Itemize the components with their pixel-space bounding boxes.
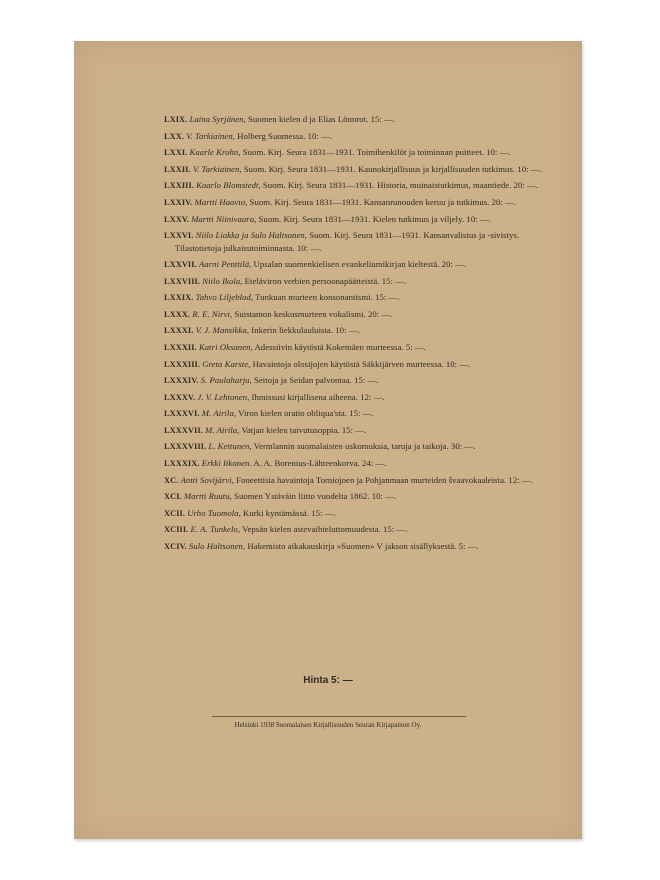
series-number: LXXXVIII. bbox=[164, 442, 207, 452]
list-item bbox=[164, 163, 556, 176]
author-name: Erkki Itkonen. bbox=[201, 458, 252, 469]
work-title-and-price: Suom. Kirj. Seura 1831—1931. Kaunokirjallisuus ja kirjallisuuden tutkimus. 10: —. bbox=[241, 163, 542, 174]
series-number: LXXXVI. bbox=[164, 409, 200, 419]
work-title-and-price: Suistamon keskusmurteen vokalismi. 20: —. bbox=[232, 308, 393, 319]
work-title-and-price: Suomen kielen d ja Elias Lönnrot. 15: —. bbox=[245, 114, 396, 124]
series-number: LXXXII. bbox=[164, 342, 197, 352]
list-item bbox=[164, 130, 556, 143]
series-number: LXXXIII. bbox=[164, 359, 201, 369]
work-title-and-price: Foneettisia havaintoja Torniojoen ja Pohjanmaan murteiden švaavokaaleista. 12: —. bbox=[233, 474, 533, 485]
series-number: LXXV. bbox=[164, 214, 189, 224]
author-name: Martti Ruutu, bbox=[183, 491, 232, 502]
list-item bbox=[164, 490, 556, 503]
author-name: R. E. Nirvi, bbox=[192, 308, 233, 319]
author-name: S. Paulaharju, bbox=[200, 375, 252, 386]
author-name: M. Airila, bbox=[205, 424, 240, 435]
series-number: LXXVII. bbox=[164, 259, 197, 269]
author-name: Aarni Penttilä, bbox=[198, 258, 252, 269]
list-item bbox=[164, 113, 556, 126]
list-item bbox=[164, 341, 556, 354]
list-item bbox=[164, 391, 556, 404]
work-title-and-price: Suom. Kirj. Seura 1831—1931. Kansanvalistus ja -sivistys. Tilastotietoja julkaisutoiminnasta. 10: —. bbox=[175, 230, 520, 254]
series-number: LXXI. bbox=[164, 148, 188, 158]
series-number: LXXIX. bbox=[164, 293, 194, 303]
author-name: Antti Sovijärvi, bbox=[180, 474, 234, 485]
author-name: L. Kettunen, bbox=[208, 441, 252, 452]
author-name: Greta Karste, bbox=[202, 358, 251, 369]
work-title-and-price: Havaintoja olosijojen käytöstä Säkkijärven murteessa. 10: —. bbox=[250, 358, 471, 369]
work-title-and-price: Vepsän kielen astevaihteluttomuudesta. 15: —. bbox=[240, 524, 408, 535]
series-number: XCIII. bbox=[164, 525, 189, 535]
list-item bbox=[164, 275, 556, 288]
author-name: Urho Tuomola, bbox=[187, 507, 241, 518]
series-number: XCII. bbox=[164, 508, 185, 518]
list-item bbox=[164, 523, 556, 536]
author-name: Martti Niinivaara, bbox=[191, 213, 257, 224]
price-text: Hinta 5: — bbox=[303, 675, 353, 686]
list-item bbox=[164, 424, 556, 437]
series-number: LXXVI. bbox=[164, 231, 194, 241]
list-item bbox=[164, 374, 556, 387]
work-title-and-price: Kurki kyntämässä. 15: —. bbox=[240, 507, 336, 518]
list-item bbox=[164, 474, 556, 487]
author-name: V. J. Mansikka, bbox=[195, 325, 250, 336]
list-item bbox=[164, 213, 556, 226]
author-name: J. V. Lehtonen, bbox=[197, 391, 250, 402]
work-title-and-price: A. A. Borenius-Lähteenkorva. 24: —. bbox=[251, 458, 387, 469]
series-number: LXXXV. bbox=[164, 392, 196, 402]
list-item bbox=[164, 324, 556, 337]
work-title-and-price: Inkerin liekkulauluista. 10: —. bbox=[249, 325, 360, 336]
series-number: LXIX. bbox=[164, 115, 188, 124]
list-item bbox=[164, 196, 556, 209]
work-title-and-price: Vermlannin suomalaisten uskomuksia, taruja ja taikoja. 30: —. bbox=[251, 441, 476, 452]
imprint-divider bbox=[212, 716, 466, 717]
list-item bbox=[164, 457, 556, 470]
list-item bbox=[164, 308, 556, 321]
series-number: LXXXIX. bbox=[164, 459, 200, 469]
work-title-and-price: Suom. Kirj. Seura 1831—1931. Kielen tutkimus ja viljely. 10: —. bbox=[256, 213, 491, 224]
list-item bbox=[164, 258, 556, 271]
list-item bbox=[164, 358, 556, 371]
list-item bbox=[164, 507, 556, 520]
list-item bbox=[164, 179, 556, 192]
series-number: LXXXIV. bbox=[164, 376, 199, 386]
author-name: Kaarle Krohn, bbox=[189, 147, 241, 158]
work-title-and-price: Suom. Kirj. Seura 1831—1931. Historia, muinaistutkimus, maantiede. 20: —. bbox=[260, 180, 539, 191]
series-number: XCIV. bbox=[164, 542, 187, 552]
author-name: Niilo Ikola, bbox=[202, 275, 243, 286]
author-name: Tahvo Liljeblad, bbox=[195, 292, 254, 303]
work-title-and-price: Hakemisto aikakauskirja »Suomen» V jakson sisällyksestä. 5: —. bbox=[245, 541, 479, 552]
author-name: Niilo Liakka ja Sulo Haltsonen, bbox=[195, 230, 307, 241]
list-item bbox=[164, 540, 556, 553]
series-number: XC. bbox=[164, 475, 179, 485]
work-title-and-price: Adessiivin käytöstä Kokemäen murteessa. 5: —. bbox=[252, 341, 426, 352]
list-item bbox=[164, 229, 556, 254]
author-name: Kaarlo Blomstedt, bbox=[196, 180, 261, 191]
work-title-and-price: Suom. Kirj. Seura 1831—1931. Kansanrunouden keruu ja tutkimus. 20: —. bbox=[247, 196, 517, 207]
series-number: LXXIII. bbox=[164, 181, 194, 191]
series-number: LXXX. bbox=[164, 309, 191, 319]
author-name: V. Tarkiainen, bbox=[192, 163, 242, 174]
work-title-and-price: Eteläviron verbien persoonapäätteistä. 15: —. bbox=[242, 275, 407, 286]
work-title-and-price: Seitoja ja Seidan palvontaa. 15: —. bbox=[251, 375, 379, 386]
series-number: LXXXVII. bbox=[164, 425, 203, 435]
work-title-and-price: Tunkuan murteen konsonantismi. 15: —. bbox=[253, 292, 400, 303]
author-name: V. Tarkiainen, bbox=[186, 130, 235, 141]
author-name: M. Airila, bbox=[201, 408, 237, 419]
series-number: LXXVIII. bbox=[164, 276, 201, 286]
series-number: LXXIV. bbox=[164, 197, 193, 207]
work-title-and-price: Viron kielen oratio obliqua'sta. 15: —. bbox=[236, 408, 374, 419]
author-name: Laina Syrjänen, bbox=[189, 114, 246, 124]
work-title-and-price: Vatjan kielen taivutusoppia. 15: —. bbox=[239, 424, 367, 435]
publication-list bbox=[164, 113, 556, 557]
work-title-and-price: Suom. Kirj. Seura 1831—1931. Toimihenkilöt ja toiminnan puitteet. 10: —. bbox=[240, 147, 511, 158]
author-name: Sulo Haltsonen, bbox=[188, 541, 246, 552]
list-item bbox=[164, 440, 556, 453]
series-number: LXXXI. bbox=[164, 326, 194, 336]
work-title-and-price: Upsalan suomenkielisen evankeliumikirjan kieltestä. 20: —. bbox=[251, 258, 467, 269]
list-item bbox=[164, 146, 556, 159]
work-title-and-price: Ihmissusi kirjallisena aiheena. 12: —. bbox=[249, 391, 385, 402]
author-name: E. A. Tunkelo, bbox=[190, 524, 241, 535]
work-title-and-price: Suomen Ystäväin liitto vuodelta 1862. 10: —. bbox=[231, 491, 397, 502]
list-item bbox=[164, 407, 556, 420]
series-number: LXXII. bbox=[164, 164, 191, 174]
author-name: Martti Haavio, bbox=[194, 196, 248, 207]
book-back-cover bbox=[74, 41, 582, 839]
series-number: XCI. bbox=[164, 492, 182, 502]
list-item bbox=[164, 291, 556, 304]
work-title-and-price: Holberg Suomessa. 10: —. bbox=[234, 130, 333, 141]
author-name: Katri Oksanen, bbox=[198, 341, 253, 352]
printer-imprint: Helsinki 1938 Suomalaisen Kirjallisuuden Seuran Kirjapainon Oy. bbox=[234, 721, 422, 729]
series-number: LXX. bbox=[164, 131, 184, 141]
